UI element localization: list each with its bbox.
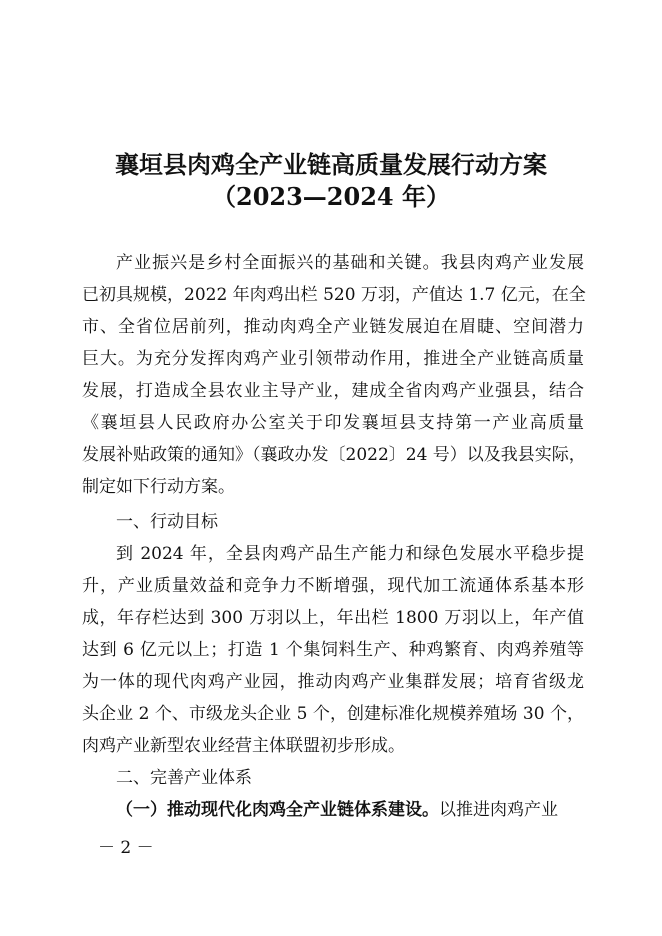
document-subtitle-years: （2023—2024 年） (212, 182, 450, 211)
paragraph-line: 市、全省位居前列，推动肉鸡全产业链发展迫在眉睫、空间潜力 (82, 317, 584, 337)
subsection-text: 以推进肉鸡产业 (439, 800, 558, 820)
paragraph-line: 升，产业质量效益和竞争力不断增强，现代加工流通体系基本形 (82, 576, 584, 596)
paragraph-line: 成，年存栏达到 300 万羽以上，年出栏 1800 万羽以上，年产值 (82, 608, 584, 628)
paragraph-line: 已初具规模，2022 年肉鸡出栏 520 万羽，产值达 1.7 亿元，在全 (82, 285, 586, 305)
paragraph-line: 发展补贴政策的通知》（襄政办发〔2022〕24 号）以及我县实际， (82, 445, 586, 465)
paragraph-line: 制定如下行动方案。 (82, 477, 235, 497)
intro-paragraph (82, 247, 584, 503)
paragraph-line: 头企业 2 个、市级龙头企业 5 个，创建标准化规模养殖场 30 个， (82, 704, 584, 724)
paragraph-line: 产业振兴是乡村全面振兴的基础和关键。我县肉鸡产业发展 (116, 253, 584, 273)
section-heading-industry-system: 二、完善产业体系 (116, 768, 252, 788)
section-heading-goals: 一、行动目标 (116, 512, 218, 532)
paragraph-line: 肉鸡产业新型农业经营主体联盟初步形成。 (82, 736, 405, 756)
document-title: 襄垣县肉鸡全产业链高质量发展行动方案 (115, 150, 547, 179)
paragraph-line: 到 2024 年，全县肉鸡产品生产能力和绿色发展水平稳步提 (116, 544, 584, 564)
paragraph-line: 巨大。为充分发挥肉鸡产业引领带动作用，推进全产业链高质量 (82, 349, 584, 369)
paragraph-line: 《襄垣县人民政府办公室关于印发襄垣县支持第一产业高质量 (82, 413, 584, 433)
paragraph-line: 发展，打造成全县农业主导产业，建成全省肉鸡产业强县，结合 (82, 381, 584, 401)
subsection-line (82, 794, 584, 826)
paragraph-line: 为一体的现代肉鸡产业园，推动肉鸡产业集群发展；培育省级龙 (82, 672, 584, 692)
goals-paragraph (82, 538, 584, 762)
subsection-heading: （一）推动现代化肉鸡全产业链体系建设。 (116, 800, 439, 820)
paragraph-line: 达到 6 亿元以上；打造 1 个集饲料生产、种鸡繁育、肉鸡养殖等 (82, 640, 584, 660)
page-number: － 2 － (98, 838, 154, 858)
